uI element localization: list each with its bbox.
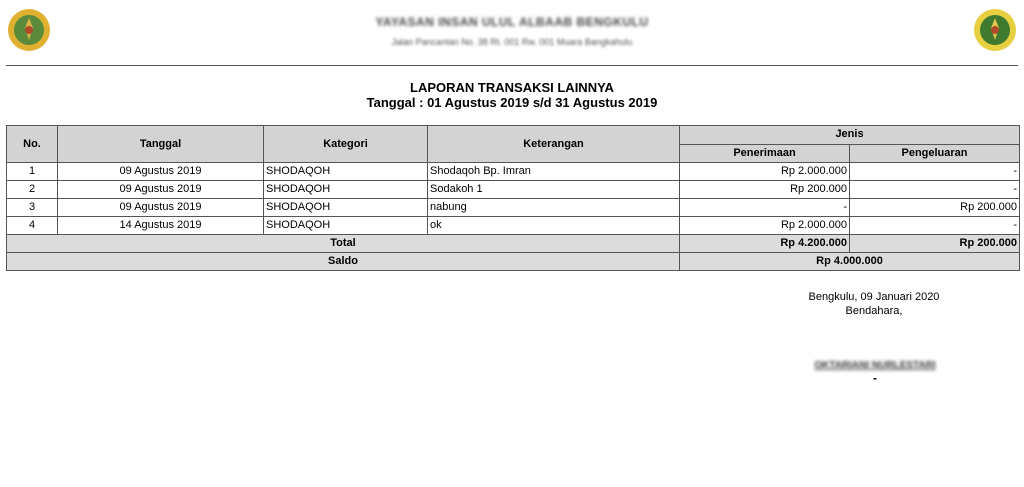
- cell-penerimaan: Rp 2.000.000: [680, 217, 850, 235]
- cell-kategori: SHODAQOH: [264, 217, 428, 235]
- cell-no: 1: [7, 163, 58, 181]
- cell-keterangan: nabung: [428, 199, 680, 217]
- cell-keterangan: Shodaqoh Bp. Imran: [428, 163, 680, 181]
- org-address: Jalan Pancantan No. 38 Rt. 001 Rw. 001 Muara Bangkahulu: [391, 37, 633, 47]
- cell-kategori: SHODAQOH: [264, 163, 428, 181]
- saldo-row: [7, 253, 1020, 271]
- cell-no: 2: [7, 181, 58, 199]
- org-logo-right: [972, 7, 1018, 53]
- cell-pengeluaran: Rp 200.000: [850, 199, 1020, 217]
- cell-tanggal: 09 Agustus 2019: [58, 199, 264, 217]
- cell-pengeluaran: -: [850, 181, 1020, 199]
- header-kategori: Kategori: [264, 126, 428, 163]
- cell-keterangan: ok: [428, 217, 680, 235]
- report-title-block: [0, 80, 1024, 110]
- header-keterangan: Keterangan: [428, 126, 680, 163]
- cell-pengeluaran: -: [850, 217, 1020, 235]
- saldo-value: Rp 4.000.000: [680, 253, 1020, 271]
- cell-tanggal: 09 Agustus 2019: [58, 163, 264, 181]
- letterhead: [300, 15, 724, 47]
- header-divider: [6, 65, 1018, 66]
- cell-no: 4: [7, 217, 58, 235]
- org-name: YAYASAN INSAN ULUL ALBAAB BENGKULU: [375, 15, 649, 29]
- saldo-label: Saldo: [7, 253, 680, 271]
- table-row: [7, 199, 1020, 217]
- cell-penerimaan: -: [680, 199, 850, 217]
- signature-block: [760, 290, 988, 318]
- header-no: No.: [7, 126, 58, 163]
- cell-tanggal: 09 Agustus 2019: [58, 181, 264, 199]
- total-pengeluaran: Rp 200.000: [850, 235, 1020, 253]
- cell-penerimaan: Rp 2.000.000: [680, 163, 850, 181]
- total-penerimaan: Rp 4.200.000: [680, 235, 850, 253]
- transaction-table: [6, 125, 1020, 271]
- cell-tanggal: 14 Agustus 2019: [58, 217, 264, 235]
- total-label: Total: [7, 235, 680, 253]
- signature-place-date: Bengkulu, 09 Januari 2020: [808, 291, 940, 303]
- total-row: [7, 235, 1020, 253]
- signer-id: -: [873, 371, 877, 385]
- signature-role: Bendahara,: [845, 305, 903, 317]
- cell-kategori: SHODAQOH: [264, 199, 428, 217]
- report-period: Tanggal : 01 Agustus 2019 s/d 31 Agustus 2019: [366, 95, 658, 110]
- report-title: LAPORAN TRANSAKSI LAINNYA: [410, 80, 614, 95]
- cell-penerimaan: Rp 200.000: [680, 181, 850, 199]
- header-tanggal: Tanggal: [58, 126, 264, 163]
- header-penerimaan: Penerimaan: [680, 144, 850, 163]
- header-pengeluaran: Pengeluaran: [850, 144, 1020, 163]
- cell-keterangan: Sodakoh 1: [428, 181, 680, 199]
- table-row: [7, 163, 1020, 181]
- table-row: [7, 181, 1020, 199]
- cell-no: 3: [7, 199, 58, 217]
- cell-kategori: SHODAQOH: [264, 181, 428, 199]
- cell-pengeluaran: -: [850, 163, 1020, 181]
- table-row: [7, 217, 1020, 235]
- org-logo-left: [6, 7, 52, 53]
- header-jenis: Jenis: [680, 126, 1020, 145]
- signer-name: OKTARIANI NURLESTARI: [814, 360, 936, 371]
